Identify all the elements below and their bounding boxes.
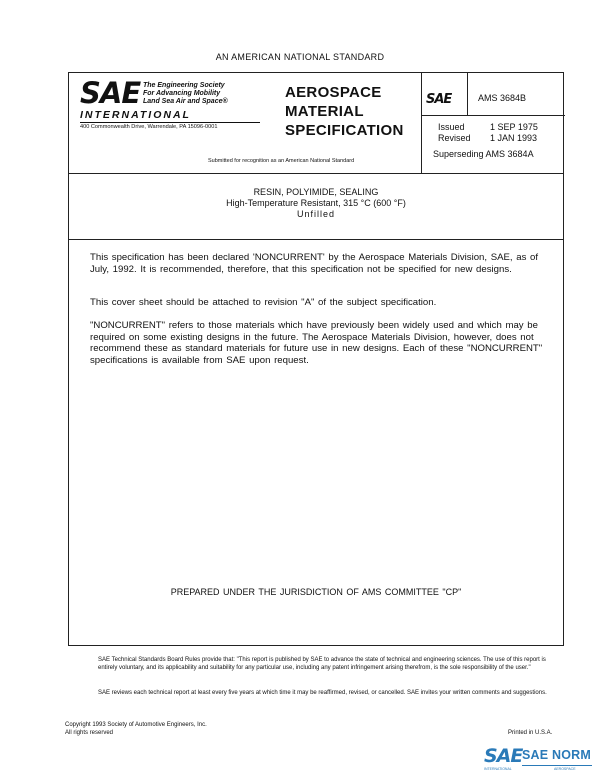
- watermark-logo: SAE: [484, 745, 523, 767]
- revised-date: 1 JAN 1993: [490, 133, 538, 143]
- sae-norm-watermark: [484, 745, 596, 775]
- subject-line-2: High-Temperature Resistant, 315 °C (600 °F): [226, 198, 406, 208]
- international-label: INTERNATIONAL: [80, 109, 191, 121]
- sae-logo: SAE: [80, 76, 141, 110]
- board-rules-note: SAE Technical Standards Board Rules provide that: "This report is published by SAE to advance the state of technical and engineering sciences. The use of this report is entirely voluntary, and its applicability and suitability for any particular use, including any patent infringement arising therefrom, is the sole responsibility of the user.": [98, 657, 546, 671]
- intl-rule: [80, 122, 260, 123]
- top-banner: AN AMERICAN NATIONAL STANDARD: [215, 52, 385, 62]
- subject-block: [68, 187, 564, 220]
- printed-in: Printed in U.S.A.: [508, 730, 553, 736]
- issued-label: Issued: [438, 122, 465, 132]
- title-line: MATERIAL: [285, 103, 364, 120]
- superseding-note: Superseding AMS 3684A: [433, 149, 534, 159]
- paragraph-cover-sheet: This cover sheet should be attached to revision "A" of the subject specification.: [90, 297, 437, 308]
- header-divider: [69, 173, 563, 174]
- paragraph-noncurrent-declaration: This specification has been declared 'NONCURRENT' by the Aerospace Materials Division, SAE, as of July, 1992. It is recommended, therefore, that this specification not be specified for new designs.: [90, 252, 539, 275]
- sae-small-logo: SAE: [426, 92, 452, 107]
- watermark-text: SAE NORM: [522, 748, 591, 762]
- header-vertical-divider: [421, 73, 422, 173]
- copyright-line: All rights reserved: [65, 729, 114, 736]
- society-line: The Engineering Society: [143, 82, 225, 89]
- society-line: For Advancing Mobility: [143, 90, 221, 97]
- society-tagline: [143, 82, 228, 106]
- submitted-note: Submitted for recognition as an American National Standard: [208, 158, 355, 164]
- address: 400 Commonwealth Drive, Warrendale, PA 15096-0001: [80, 124, 218, 130]
- watermark-sub-left: INTERNATIONAL: [484, 767, 512, 771]
- subject-divider: [69, 239, 563, 240]
- copyright-line: Copyright 1993 Society of Automotive Engineers, Inc.: [65, 722, 207, 728]
- watermark-rule: [522, 765, 592, 766]
- doc-number-divider: [467, 73, 468, 115]
- doc-number: AMS 3684B: [478, 93, 527, 103]
- title-line: SPECIFICATION: [285, 122, 404, 139]
- doc-number-underline: [421, 115, 565, 116]
- review-note: SAE reviews each technical report at least every five years at which time it may be reaffirmed, revised, or cancelled. SAE invites your written comments and suggestions.: [98, 690, 547, 696]
- issued-date: 1 SEP 1975: [490, 122, 538, 132]
- revised-label: Revised: [438, 133, 471, 143]
- doc-type-title: [285, 83, 404, 140]
- subject-line-3: Unfilled: [296, 209, 335, 219]
- subject-line-1: RESIN, POLYIMIDE, SEALING: [253, 187, 379, 197]
- copyright: [65, 722, 207, 738]
- title-line: AEROSPACE: [285, 84, 382, 101]
- society-line: Land Sea Air and Space®: [143, 98, 228, 105]
- paragraph-noncurrent-definition: "NONCURRENT" refers to those materials which have previously been widely used and which may be required on some existing designs in the future. The Aerospace Materials Division, however, does not recommend these as standard materials for future use in new designs. Each of these "NONCURRENT" specifications is available from SAE upon request.: [90, 320, 543, 366]
- prepared-by: PREPARED UNDER THE JURISDICTION OF AMS COMMITTEE "CP": [170, 587, 462, 597]
- watermark-sub-right: AEROSPACE: [554, 767, 576, 771]
